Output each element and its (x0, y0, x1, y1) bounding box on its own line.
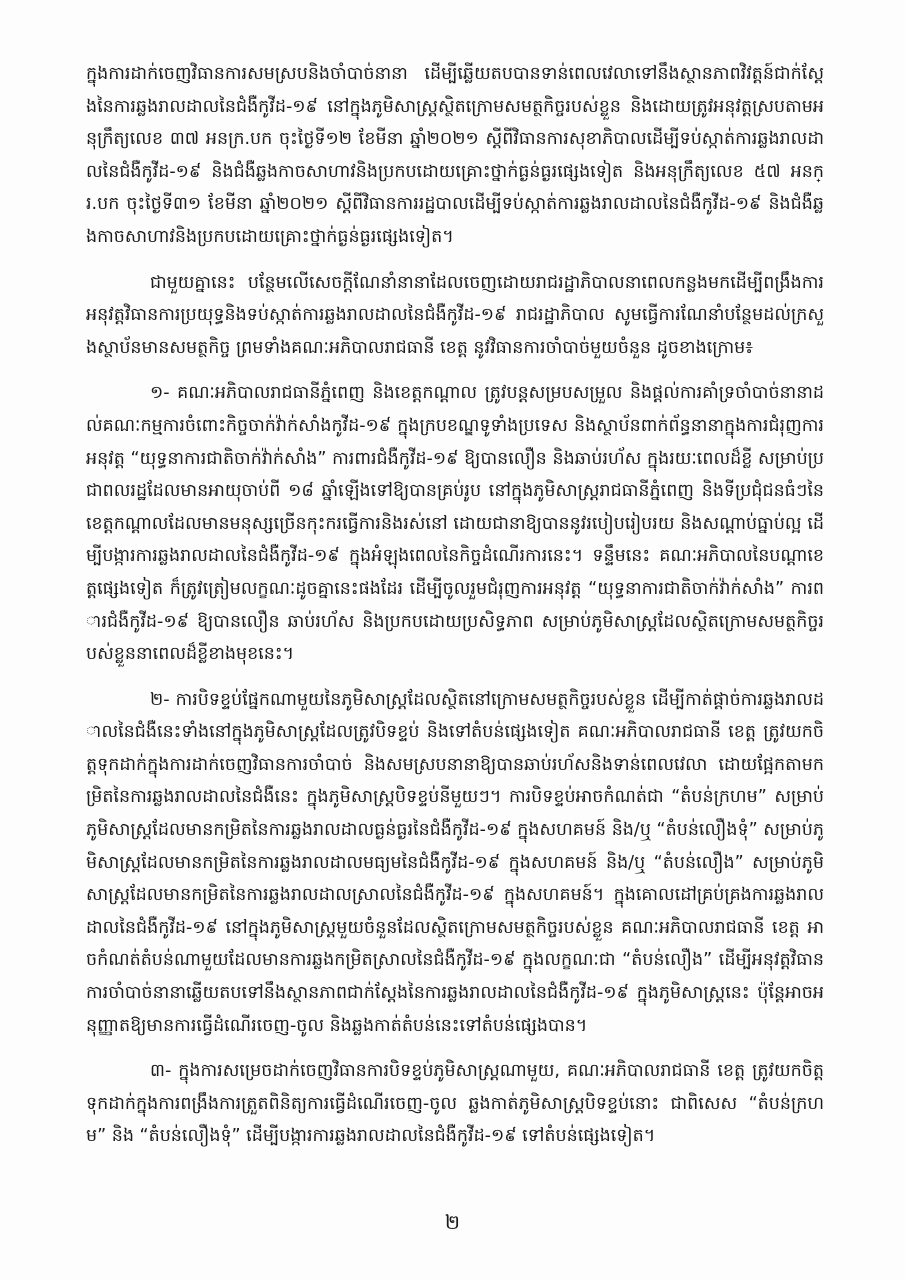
paragraph-intro: ក្នុងការដាក់ចេញវិធានការសមស្របនិងចាំបាច់នានា ដើម្បីឆ្លើយតបបានទាន់ពេលវេលាទៅនឹងស្ថានភាពវិវត្តន៍ជាក់ស្តែងនៃការឆ្លងរាលដាលនៃជំងឺកូវីដ-១៩ នៅក្នុងភូមិសាស្ត្រស្ថិតក្រោមសមត្ថកិច្ចរបស់ខ្លួន និងដោយត្រូវអនុវត្តស្របតាមអនុក្រឹត្យលេខ ៣៧ អនក្រ.បក ចុះថ្ងៃទី១២ ខែមីនា ឆ្នាំ២០២១ ស្តីពីវិធានការសុខាភិបាលដើម្បីទប់ស្កាត់ការឆ្លងរាលដាលនៃជំងឺកូវីដ-១៩ និងជំងឺឆ្លងកាចសាហាវនិងប្រកបដោយគ្រោះថ្នាក់ធ្ងន់ធ្ងរផ្សេងទៀត និងអនុក្រឹត្យលេខ ៥៧ អនក្រ.បក ចុះថ្ងៃទី៣១ ខែមីនា ឆ្នាំ២០២១ ស្តីពីវិធានការរដ្ឋបាលដើម្បីទប់ស្កាត់ការឆ្លងរាលដាលនៃជំងឺកូវីដ-១៩ និងជំងឺឆ្លងកាចសាហាវនិងប្រកបដោយគ្រោះថ្នាក់ធ្ងន់ធ្ងរផ្សេងទៀត។ (86, 64, 824, 247)
paragraph-item-2: ២- ការបិទខ្ទប់ផ្នែកណាមួយនៃភូមិសាស្ត្រដែលស្ថិតនៅក្រោមសមត្ថកិច្ចរបស់ខ្លួន ដើម្បីកាត់ផ្តាច់ការឆ្លងរាលដាលនៃជំងឺនេះទាំងនៅក្នុងភូមិសាស្ត្រដែលត្រូវបិទខ្ទប់ និងទៅតំបន់ផ្សេងទៀត គណៈអភិបាលរាជធានី ខេត្ត ត្រូវយកចិត្តទុកដាក់ក្នុងការដាក់ចេញវិធានការចាំបាច់ និងសមស្របនានាឱ្យបានឆាប់រហ័សនិងទាន់ពេលវេលា ដោយផ្អែកតាមកម្រិតនៃការឆ្លងរាលដាលនៃជំងឺនេះ ក្នុងភូមិសាស្ត្របិទខ្ទប់នីមួយៗ។ ការបិទខ្ទប់អាចកំណត់ជា “តំបន់ក្រហម” សម្រាប់ភូមិសាស្ត្រដែលមានកម្រិតនៃការឆ្លងរាលដាលធ្ងន់ធ្ងរនៃជំងឺកូវីដ-១៩ ក្នុងសហគមន៍ និង/ឬ “តំបន់លឿងទុំ” សម្រាប់ភូមិសាស្ត្រដែលមានកម្រិតនៃការឆ្លងរាលដាលមធ្យមនៃជំងឺកូវីដ-១៩ ក្នុងសហគមន៍ និង/ឬ “តំបន់លឿង” សម្រាប់ភូមិសាស្ត្រដែលមានកម្រិតនៃការឆ្លងរាលដាលស្រាលនៃជំងឺកូវីដ-១៩ ក្នុងសហគមន៍។ ក្នុងគោលដៅគ្រប់គ្រងការឆ្លងរាលដាលនៃជំងឺកូវីដ-១៩ នៅក្នុងភូមិសាស្ត្រមួយចំនួនដែលស្ថិតក្រោមសមត្ថកិច្ចរបស់ខ្លួន គណៈអភិបាលរាជធានី ខេត្ត អាចកំណត់តំបន់ណាមួយដែលមានការឆ្លងកម្រិតស្រាលនៃជំងឺកូវីដ-១៩ ក្នុងលក្ខណៈជា “តំបន់លឿង” ដើម្បីអនុវត្តវិធានការចាំបាច់នានាឆ្លើយតបទៅនឹងស្ថានភាពជាក់ស្តែងនៃការឆ្លងរាលដាលនៃជំងឺកូវីដ-១៩ ក្នុងភូមិសាស្ត្រនេះ ប៉ុន្តែអាចអនុញ្ញាតឱ្យមានការធ្វើដំណើរចេញ-ចូល និងឆ្លងកាត់តំបន់នេះទៅតំបន់ផ្សេងបាន។ (86, 689, 824, 1036)
document-body (86, 58, 824, 1166)
paragraph-government-guidance: ជាមួយគ្នានេះ បន្ថែមលើសេចក្តីណែនាំនានាដែលចេញដោយរាជរដ្ឋាភិបាលនាពេលកន្លងមកដើម្បីពង្រឹងការអនុវត្តវិធានការប្រយុទ្ធនិងទប់ស្កាត់ការឆ្លងរាលដាលនៃជំងឺកូវីដ-១៩ រាជរដ្ឋាភិបាល សូមធ្វើការណែនាំបន្ថែមដល់ក្រសួងស្ថាប័នមានសមត្ថកិច្ច ព្រមទាំងគណៈអភិបាលរាជធានី ខេត្ត នូវវិធានការចាំបាច់មួយចំនួន ដូចខាងក្រោម៖ (86, 272, 824, 358)
paragraph-item-3: ៣- ក្នុងការសម្រេចដាក់ចេញវិធានការបិទខ្ទប់ភូមិសាស្ត្រណាមួយ, គណៈអភិបាលរាជធានី ខេត្ត ត្រូវយកចិត្តទុកដាក់ក្នុងការពង្រឹងការត្រួតពិនិត្យការធ្វើដំណើរចេញ-ចូល ឆ្លងកាត់ភូមិសាស្ត្របិទខ្ទប់នោះ ជាពិសេស “តំបន់ក្រហម” និង “តំបន់លឿងទុំ” ដើម្បីបង្ការការឆ្លងរាលដាលនៃជំងឺកូវីដ-១៩ ទៅតំបន់ផ្សេងទៀត។ (86, 1061, 824, 1147)
paragraph-item-1: ១- គណៈអភិបាលរាជធានីភ្នំពេញ និងខេត្តកណ្តាល ត្រូវបន្តសម្របសម្រួល និងផ្តល់ការគាំទ្រចាំបាច់នានាដល់គណៈកម្មការចំពោះកិច្ចចាក់វ៉ាក់សាំងកូវីដ-១៩ ក្នុងក្របខណ្ឌទូទាំងប្រទេស និងស្ថាប័នពាក់ព័ន្ធនានាក្នុងការជំរុញការអនុវត្ត “យុទ្ធនាការជាតិចាក់វ៉ាក់សាំង” ការពារជំងឺកូវីដ-១៩ ឱ្យបានលឿន និងឆាប់រហ័ស ក្នុងរយៈពេលដ៏ខ្លី សម្រាប់ប្រជាពលរដ្ឋដែលមានអាយុចាប់ពី ១៨ ឆ្នាំឡើងទៅឱ្យបានគ្រប់រូប នៅក្នុងភូមិសាស្ត្ររាជធានីភ្នំពេញ និងទីប្រជុំជនធំៗនៃខេត្តកណ្តាលដែលមានមនុស្សច្រើនកុះករធ្វើការនិងរស់នៅ ដោយជានាឱ្យបាននូវរបៀបរៀបរយ និងសណ្តាប់ធ្នាប់ល្អ ដើម្បីបង្ការការឆ្លងរាលដាលនៃជំងឺកូវីដ-១៩ ក្នុងអំឡុងពេលនៃកិច្ចដំណើរការនេះ។ ទន្ទឹមនេះ គណៈអភិបាលនៃបណ្តាខេត្តផ្សេងទៀត ក៏ត្រូវត្រៀមលក្ខណៈដូចគ្នានេះផងដែរ ដើម្បីចូលរួមជំរុញការអនុវត្ត “យុទ្ធនាការជាតិចាក់វ៉ាក់សាំង” ការពារជំងឺកូវីដ-១៩ ឱ្យបានលឿន ឆាប់រហ័ស និងប្រកបដោយប្រសិទ្ធភាព សម្រាប់ភូមិសាស្ត្រដែលស្ថិតក្រោមសមត្ថកិច្ចរបស់ខ្លួននាពេលដ៏ខ្លីខាងមុខនេះ។ (86, 383, 824, 665)
page-number: ២ (444, 1210, 461, 1234)
